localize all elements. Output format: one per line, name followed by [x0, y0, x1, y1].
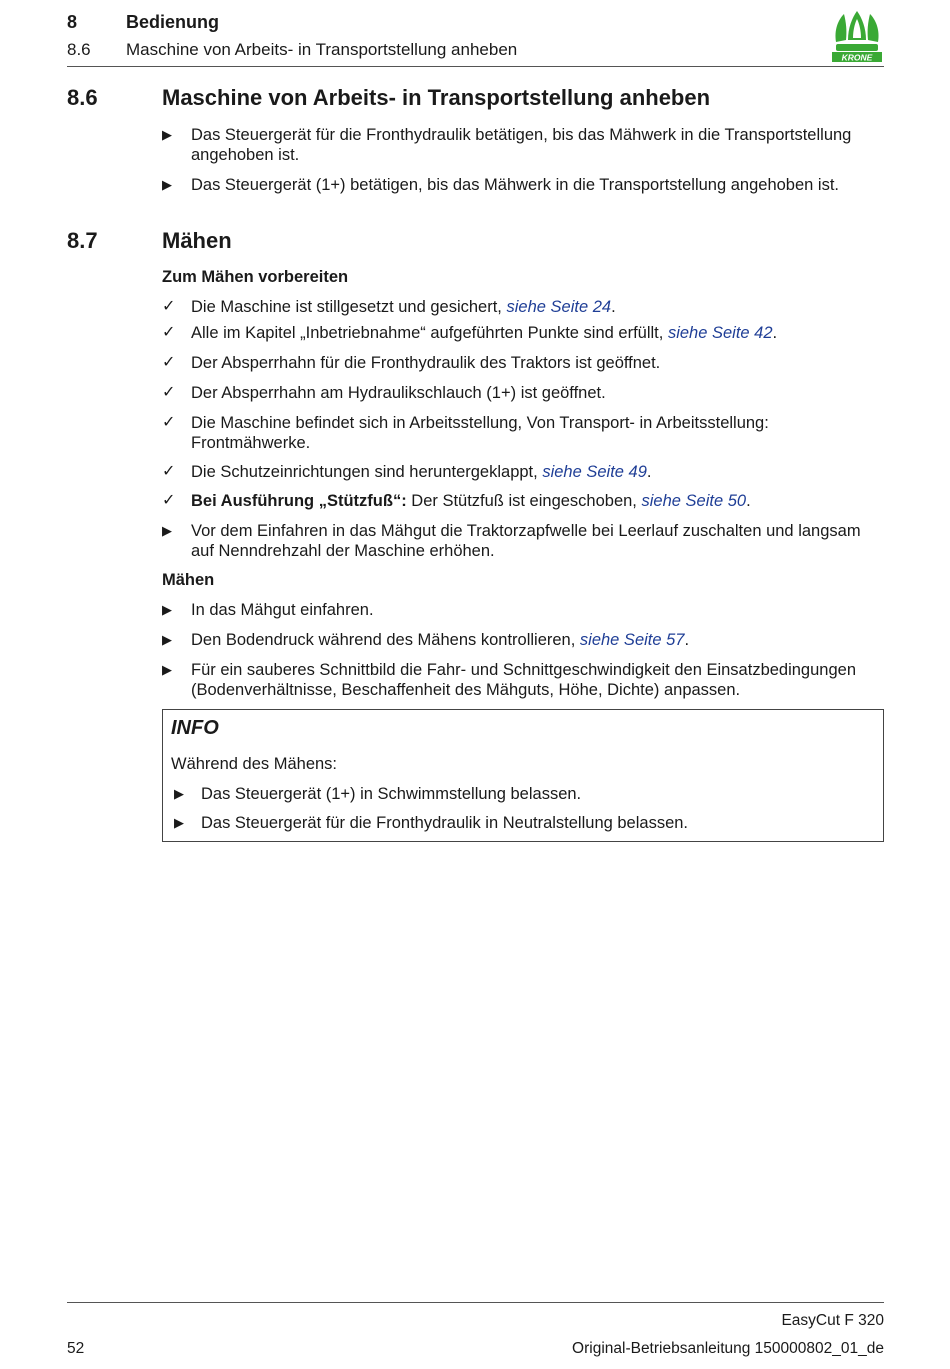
- header-section-title: Maschine von Arbeits- in Transportstellung anheben: [126, 40, 518, 59]
- triangle-bullet-icon: ▶: [162, 523, 172, 538]
- check-item: ✓ Die Maschine befindet sich in Arbeitsstellung, Von Transport- in Arbeitsstellung: Frontmähwerke.: [162, 414, 769, 452]
- action-item: ▶ In das Mähgut einfahren.: [162, 601, 374, 619]
- page-header: [67, 12, 884, 67]
- check-item: ✓ Bei Ausführung „Stützfuß“: Der Stützfuß ist eingeschoben, siehe Seite 50.: [162, 492, 751, 510]
- footer-page-number: 52: [67, 1340, 85, 1357]
- triangle-bullet-icon: ▶: [174, 815, 184, 830]
- info-box: [162, 709, 884, 842]
- checkmark-icon: ✓: [162, 298, 176, 315]
- header-chapter-title: Bedienung: [126, 12, 219, 32]
- triangle-bullet-icon: ▶: [162, 127, 172, 142]
- prep-heading: Zum Mähen vorbereiten: [162, 268, 349, 286]
- header-section-number: 8.6: [67, 40, 91, 59]
- check-item: ✓ Die Schutzeinrichtungen sind heruntergeklappt, siehe Seite 49.: [162, 463, 652, 481]
- action-item: [162, 125, 884, 165]
- page-reference-link[interactable]: siehe Seite 49: [542, 463, 647, 481]
- section-title: Maschine von Arbeits- in Transportstellung anheben: [162, 85, 711, 110]
- checkmark-icon: ✓: [162, 463, 176, 480]
- checkmark-icon: ✓: [162, 324, 176, 341]
- checkmark-icon: ✓: [162, 354, 176, 371]
- section-title: Mähen: [162, 228, 232, 253]
- svg-text:KRONE: KRONE: [841, 52, 873, 62]
- check-item: ✓ Alle im Kapitel „Inbetriebnahme“ aufgeführten Punkte sind erfüllt, siehe Seite 42.: [162, 324, 778, 342]
- mow-heading: Mähen: [162, 571, 215, 589]
- info-intro: Während des Mähens:: [171, 755, 338, 773]
- info-item: ▶ Das Steuergerät (1+) in Schwimmstellung belassen.: [174, 785, 582, 803]
- triangle-bullet-icon: ▶: [162, 602, 172, 617]
- action-item: ▶ Vor dem Einfahren in das Mähgut die Traktorzapfwelle bei Leerlauf zuschalten und langsam auf Nenndrehzahl der Maschine erhöhen.: [162, 522, 861, 560]
- checkmark-icon: ✓: [162, 492, 176, 509]
- section-number: 8.7: [67, 228, 98, 253]
- info-item: ▶ Das Steuergerät für die Fronthydraulik in Neutralstellung belassen.: [174, 814, 689, 832]
- krone-logo: [830, 8, 884, 62]
- page-reference-link[interactable]: siehe Seite 50: [641, 492, 747, 510]
- action-text: Das Steuergerät (1+) betätigen, bis das Mähwerk in die Transportstellung angehoben ist.: [191, 176, 840, 194]
- triangle-bullet-icon: ▶: [162, 662, 172, 677]
- check-item: ✓ Der Absperrhahn am Hydraulikschlauch (1+) ist geöffnet.: [162, 384, 606, 402]
- info-title: INFO: [171, 717, 219, 739]
- checkmark-icon: ✓: [162, 384, 176, 401]
- action-item: ▶ Für ein sauberes Schnittbild die Fahr- und Schnittgeschwindigkeit den Einsatzbedingungen (Bodenverhältnisse, Beschaffenheit des Mähguts, Höhe, Dichte) anpassen.: [162, 661, 856, 699]
- action-item: ▶ Den Bodendruck während des Mähens kontrollieren, siehe Seite 57.: [162, 631, 690, 649]
- page-reference-link[interactable]: siehe Seite 42: [667, 324, 773, 342]
- page-reference-link[interactable]: siehe Seite 57: [579, 631, 685, 649]
- triangle-bullet-icon: ▶: [162, 177, 172, 192]
- action-item: [162, 175, 884, 195]
- check-item: ✓ Der Absperrhahn für die Fronthydraulik des Traktors ist geöffnet.: [162, 354, 661, 372]
- footer-document-id: Original-Betriebsanleitung 150000802_01_de: [572, 1340, 884, 1357]
- page-reference-link[interactable]: siehe Seite 24: [506, 298, 612, 316]
- header-chapter-number: 8: [67, 12, 78, 32]
- action-text: Das Steuergerät für die Fronthydraulik betätigen, bis das Mähwerk in die Transportstellung angehoben ist.: [191, 126, 852, 164]
- footer-divider: [67, 1302, 884, 1303]
- section-number: 8.6: [67, 85, 98, 110]
- triangle-bullet-icon: ▶: [174, 786, 184, 801]
- checkmark-icon: ✓: [162, 414, 176, 431]
- footer-model: EasyCut F 320: [781, 1312, 884, 1329]
- triangle-bullet-icon: ▶: [162, 632, 172, 647]
- check-item: ✓ Die Maschine ist stillgesetzt und gesichert, siehe Seite 24.: [162, 298, 616, 316]
